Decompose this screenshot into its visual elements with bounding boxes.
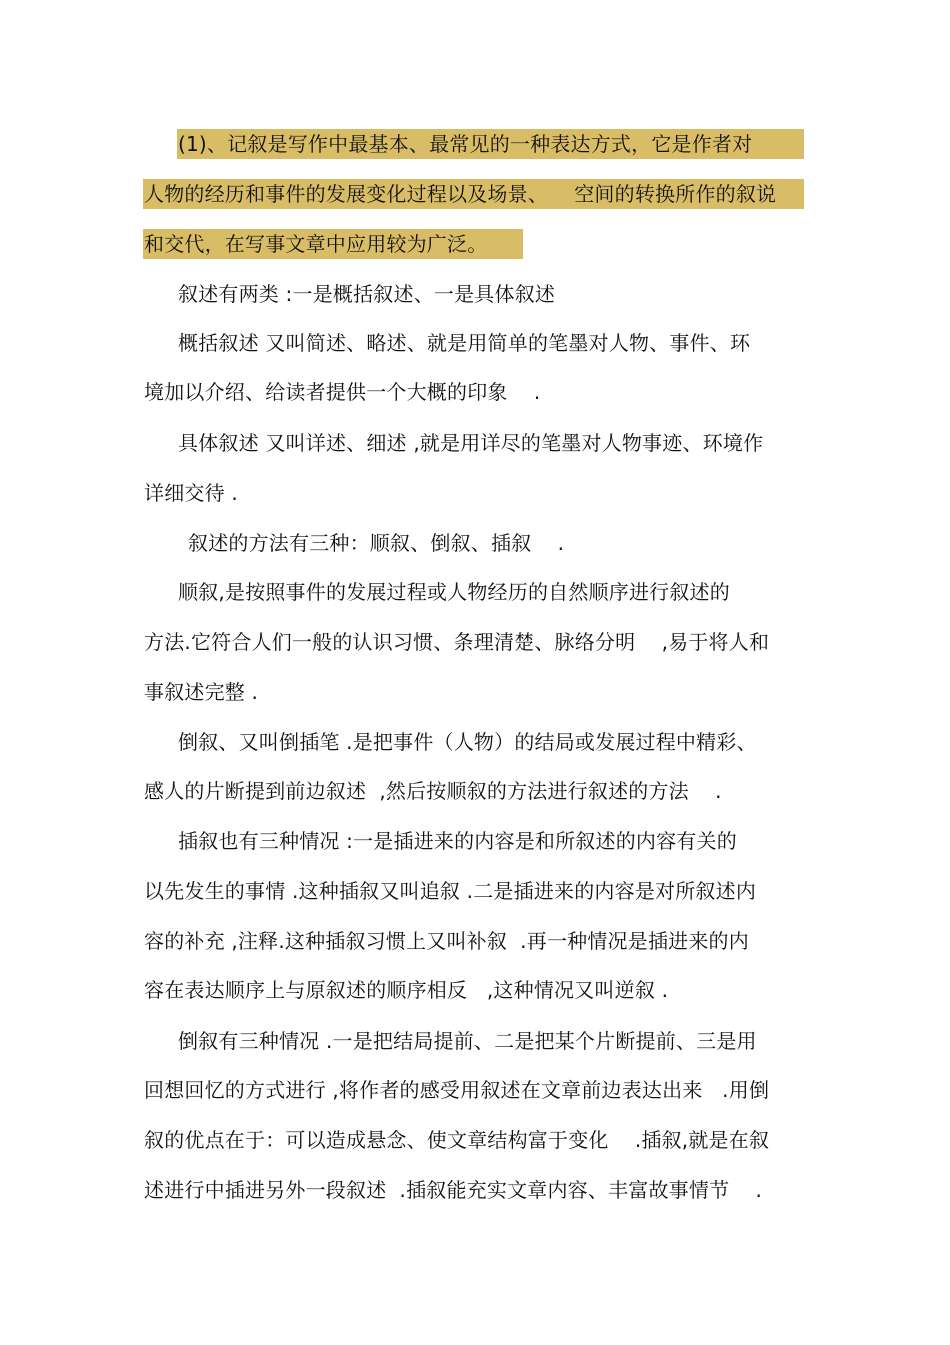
text-line: 容的补充 ,注释.这种插叙习惯上又叫补叙 .再一种情况是插进来的内 bbox=[144, 929, 749, 953]
text-line: 概括叙述 又叫简述、略述、就是用简单的笔墨对人物、事件、环 bbox=[178, 331, 751, 355]
text-line: 详细交待 . bbox=[144, 481, 238, 505]
text-line: 叙述的方法有三种：顺叙、倒叙、插叙 . bbox=[188, 531, 565, 555]
text-line: 和交代，在写事文章中应用较为广泛。 bbox=[144, 232, 488, 256]
text-line: 境加以介绍、给读者提供一个大概的印象 . bbox=[144, 380, 541, 404]
text-line: 倒叙、又叫倒插笔 .是把事件（人物）的结局或发展过程中精彩、 bbox=[178, 730, 757, 754]
text-line: 容在表达顺序上与原叙述的顺序相反 ,这种情况又叫逆叙 . bbox=[144, 978, 669, 1002]
text-line: 感人的片断提到前边叙述 ,然后按顺叙的方法进行叙述的方法 . bbox=[144, 779, 722, 803]
text-line: 具体叙述 又叫详述、细述 ,就是用详尽的笔墨对人物事迹、环境作 bbox=[178, 431, 764, 455]
text-line: 回想回忆的方式进行 ,将作者的感受用叙述在文章前边表达出来 .用倒 bbox=[144, 1078, 770, 1102]
text-line: 事叙述完整 . bbox=[144, 680, 259, 704]
text-line: 方法.它符合人们一般的认识习惯、条理清楚、脉络分明 ,易于将人和 bbox=[144, 630, 770, 654]
text-line: 插叙也有三种情况 :一是插进来的内容是和所叙述的内容有关的 bbox=[178, 829, 737, 853]
text-line: 述进行中插进另外一段叙述 .插叙能充实文章内容、丰富故事情节 . bbox=[144, 1178, 763, 1202]
text-line: 倒叙有三种情况 .一是把结局提前、二是把某个片断提前、三是用 bbox=[178, 1029, 757, 1053]
text-line: 叙述有两类 :一是概括叙述、一是具体叙述 bbox=[178, 282, 556, 306]
text-line: (1)、记叙是写作中最基本、最常见的一种表达方式，它是作者对 bbox=[178, 132, 753, 156]
text-line: 顺叙,是按照事件的发展过程或人物经历的自然顺序进行叙述的 bbox=[178, 580, 730, 604]
text-line: 以先发生的事情 .这种插叙又叫追叙 .二是插进来的内容是对所叙述内 bbox=[144, 879, 757, 903]
text-line: 人物的经历和事件的发展变化过程以及场景、 空间的转换所作的叙说 bbox=[144, 182, 777, 206]
text-line: 叙的优点在于：可以造成悬念、使文章结构富于变化 .插叙,就是在叙 bbox=[144, 1128, 770, 1152]
